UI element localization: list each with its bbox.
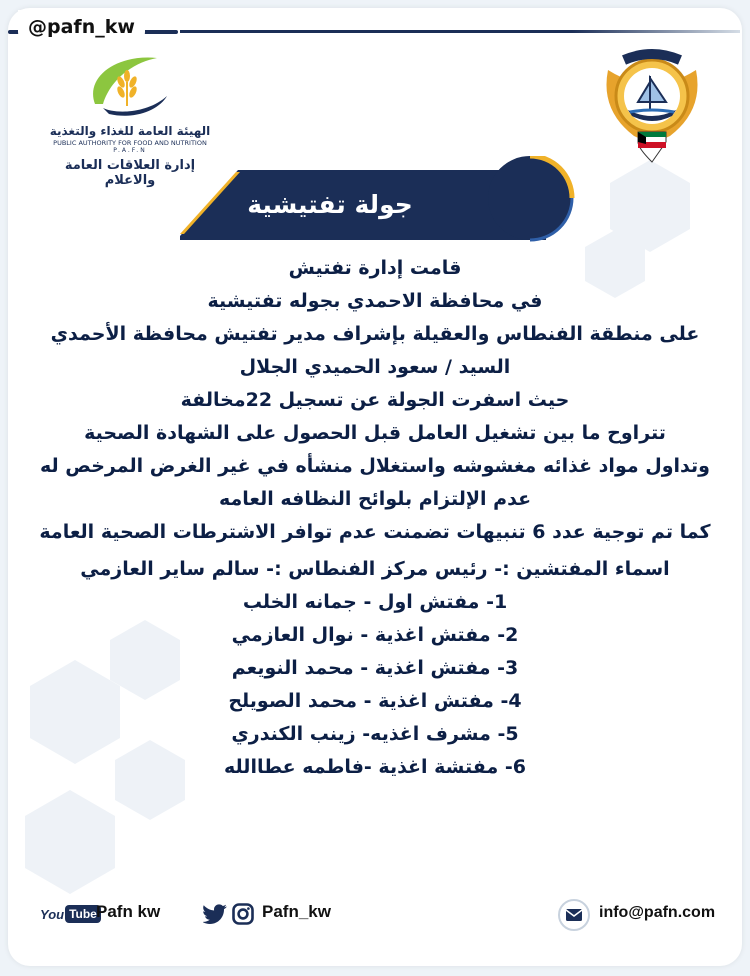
body-line: وتداول مواد غذائه مغشوشه واستغلال منشأه في غير الغرض المرخص له [40, 455, 710, 477]
pafn-emblem-icon [75, 48, 185, 120]
header-rule [180, 30, 740, 33]
org-name-english: PUBLIC AUTHORITY FOR FOOD AND NUTRITION [53, 139, 207, 147]
org-abbreviation: P.A.F.N [113, 147, 147, 154]
youtube-logo-you: You [40, 906, 65, 922]
inspectors-heading: اسماء المفتشين :- رئيس مركز الفنطاس :- سالم ساير العازمي [80, 558, 670, 580]
body-line: السيد / سعود الحميدي الجلال [239, 356, 511, 378]
body-line: عدم الإلتزام بلوائح النظافه العامه [218, 488, 532, 510]
post-title: جولة تفتيشية [247, 190, 413, 219]
body-line: كما تم توجية عدد 6 تنبيهات تضمنت عدم توافر الاشترطات الصحية العامة [39, 521, 711, 543]
inspector-item: 3- مفتش اغذية - محمد النويعم [231, 657, 519, 679]
inspector-item: 1- مفتش اول - جمانه الخلب [242, 591, 508, 613]
email-icon[interactable] [557, 898, 591, 932]
body-line: قامت إدارة تفتيش [288, 257, 462, 279]
twitter-icon[interactable] [203, 904, 227, 924]
footer [0, 892, 750, 942]
social-handle: @pafn_kw [18, 10, 145, 42]
youtube-channel-name[interactable]: Pafn kw [96, 902, 161, 921]
email-address[interactable]: info@pafn.com [599, 904, 716, 921]
body-line: تتراوح ما بين تشغيل العامل قبل الحصول على الشهادة الصحية [84, 422, 666, 444]
department-name: إدارة العلاقات العامة والاعلام [64, 158, 196, 188]
youtube-icon[interactable] [40, 904, 101, 924]
org-name-arabic: الهيئة العامة للغذاء والتغذية [49, 124, 211, 138]
body-line: في محافظة الاحمدي بجوله تفتيشية [207, 290, 543, 312]
body-line: على منطقة الفنطاس والعقيلة بإشراف مدير تفتيش محافظة الأحمدي [50, 323, 700, 345]
kuwait-seal-icon [594, 40, 710, 170]
inspector-item: 6- مفتشة اغذية -فاطمه عطاالله [224, 756, 526, 778]
inspector-item: 2- مفتش اغذية - نوال العازمي [231, 624, 519, 646]
social-account-name[interactable]: Pafn_kw [262, 902, 331, 921]
post-body [30, 252, 720, 784]
youtube-logo-tube: Tube [65, 905, 101, 923]
instagram-icon[interactable] [232, 903, 254, 925]
inspector-item: 5- مشرف اغذيه- زينب الكندري [231, 723, 519, 745]
body-line: حيث اسفرت الجولة عن تسجيل 22مخالفة [180, 389, 570, 411]
inspector-item: 4- مفتش اغذية - محمد الصويلح [228, 690, 522, 712]
